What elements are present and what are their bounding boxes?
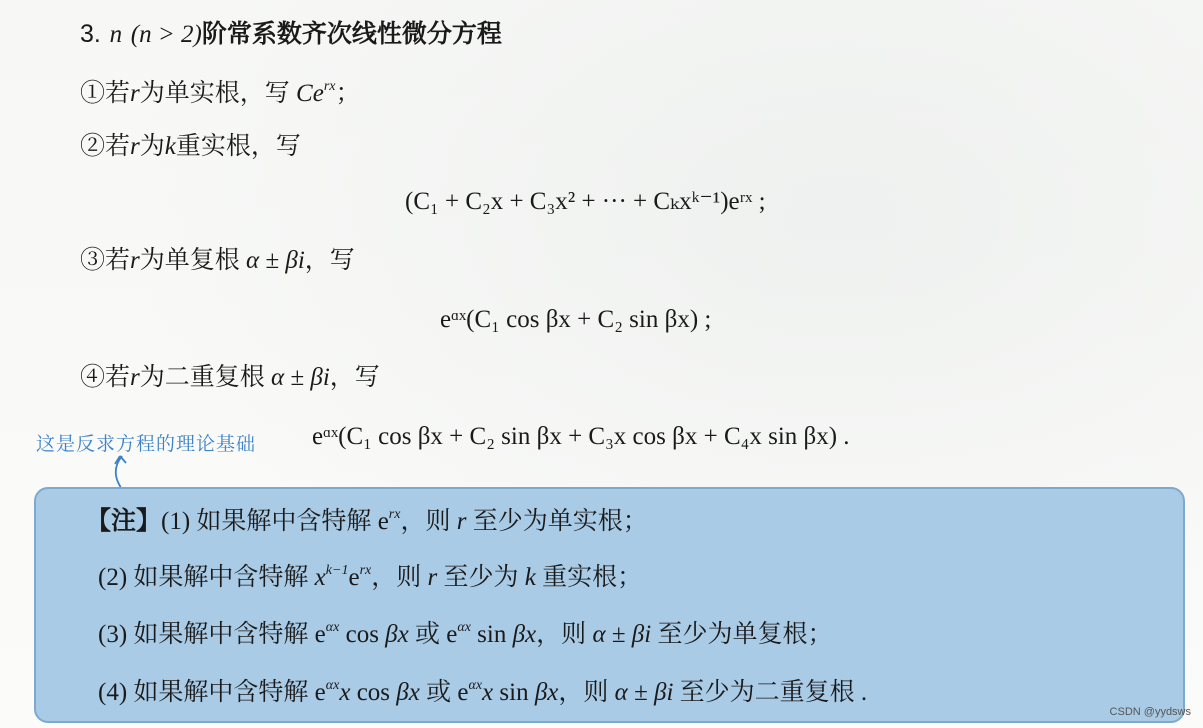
note-text: 至少为二重复根 . — [679, 679, 868, 706]
note-expr: $e^{rx}$ — [377, 507, 401, 535]
case-text: ，写 — [304, 247, 355, 274]
case-var: r — [130, 80, 140, 107]
note-text: 如果解中含特解 — [196, 508, 372, 535]
case-text: 若 — [105, 247, 131, 274]
note-item-1 — [86, 505, 648, 538]
heading-text: 阶常系数齐次线性微分方程 — [201, 19, 502, 48]
note-num: (3) — [98, 621, 128, 648]
note-text: ，则 — [400, 508, 451, 535]
note-text: 如果解中含特解 — [133, 621, 309, 648]
case-marker: ④ — [80, 364, 106, 391]
note-text: ，则 — [558, 679, 609, 706]
case-marker: ① — [80, 80, 106, 107]
case-expr: Ce — [296, 80, 324, 107]
note-expr: $e^{\alpha x}$ sin βx — [446, 620, 537, 648]
section-heading — [80, 18, 502, 51]
case-3 — [80, 245, 355, 277]
note-expr: $e^{\alpha x}$ cos βx — [314, 620, 409, 648]
note-num: (4) — [98, 679, 128, 706]
heading-math-cond: (n > 2) — [130, 21, 202, 48]
case-text: 为二重复根 — [139, 364, 265, 391]
case-text: 为 — [139, 133, 165, 160]
note-text: 重实根； — [542, 564, 643, 591]
case-marker: ② — [80, 133, 106, 160]
formula-1: (C₁ + C₂x + C₃x² + ··· + Cₖxᵏ⁻¹)eʳˣ ; — [405, 188, 766, 215]
note-text: 如果解中含特解 — [133, 679, 309, 706]
note-text: 至少为 — [443, 564, 519, 591]
note-text: 或 — [414, 621, 440, 648]
case-marker: ③ — [80, 247, 106, 274]
note-root: α ± βi — [592, 621, 652, 648]
case-var: r — [130, 133, 140, 160]
formula-3: eᵅˣ(C₁ cos βx + C₂ sin βx + C₃x cos βx + C₄x sin βx) . — [312, 423, 850, 450]
note-var: r — [456, 508, 467, 535]
note-item-4 — [98, 677, 867, 709]
note-item-2 — [98, 562, 642, 594]
note-text: ，则 — [371, 564, 422, 591]
heading-number: 3. — [80, 20, 101, 48]
note-expr: $e^{\alpha x}x$ cos βx — [314, 678, 420, 706]
note-label: 【注】 — [86, 506, 162, 535]
case-root: α ± βi — [246, 247, 305, 274]
note-num: (1) — [161, 508, 191, 535]
note-text: ，则 — [536, 621, 587, 648]
case-text: 若 — [105, 364, 131, 391]
note-num: (2) — [98, 564, 128, 591]
heading-math-n: n — [109, 21, 123, 48]
note-text: 至少为单实根； — [472, 508, 648, 535]
handwritten-annotation: 这是反求方程的理论基础 — [36, 433, 257, 455]
case-4 — [80, 362, 380, 394]
case-text: 若 — [105, 133, 131, 160]
note-text: 如果解中含特解 — [133, 564, 309, 591]
formula-2: eᵅˣ(C₁ cos βx + C₂ sin βx) ; — [440, 306, 712, 333]
case-exp: rx — [323, 79, 336, 94]
case-2 — [80, 131, 301, 163]
case-text: 重实根，写 — [175, 133, 301, 160]
note-var: k — [524, 564, 536, 591]
case-text: 为单实根，写 — [139, 80, 290, 107]
note-var: r — [427, 564, 438, 591]
case-var: r — [130, 364, 140, 391]
note-expr: $x^{k-1}e^{rx}$ — [314, 563, 372, 591]
note-expr: $e^{\alpha x}x$ sin βx — [457, 678, 559, 706]
case-text: 为单复根 — [139, 247, 240, 274]
case-text: ； — [335, 80, 361, 107]
note-item-3 — [98, 619, 832, 651]
note-text: 至少为单复根； — [657, 621, 833, 648]
note-text: 或 — [426, 679, 452, 706]
watermark: CSDN @yydsws — [1109, 706, 1191, 718]
case-root: α ± βi — [271, 364, 330, 391]
note-root: α ± βi — [614, 679, 674, 706]
case-text: 若 — [105, 80, 131, 107]
case-var: k — [164, 133, 176, 160]
case-1 — [80, 78, 361, 110]
case-var: r — [130, 247, 140, 274]
case-text: ，写 — [329, 364, 380, 391]
